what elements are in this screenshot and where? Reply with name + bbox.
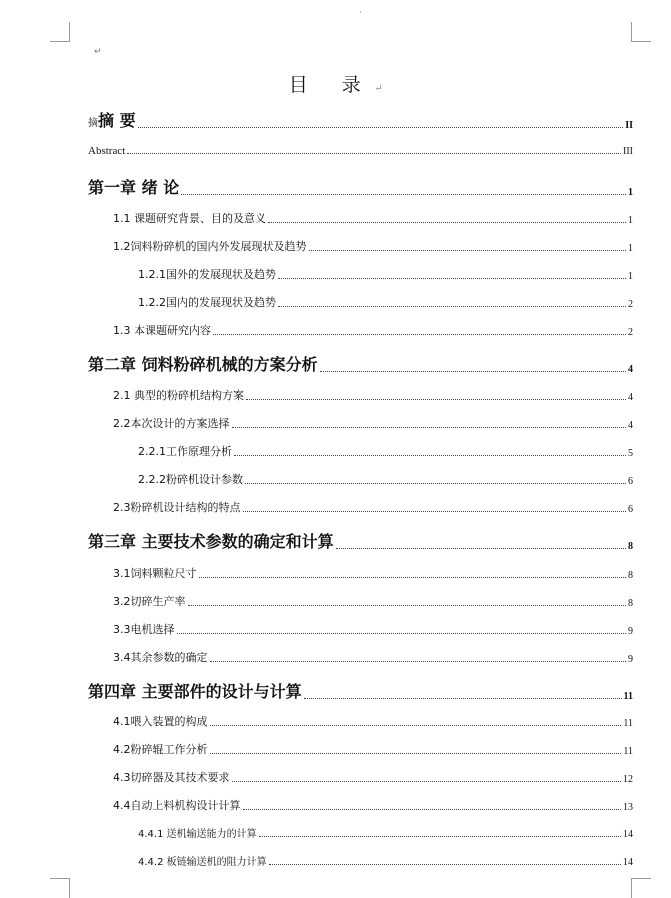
toc-entry-4-3[interactable] (113, 769, 633, 785)
toc-entry-label: 1.1 课题研究背景、目的及意义 (113, 212, 266, 225)
margin-corner-bottom-left (50, 878, 70, 898)
toc-entry-2-2[interactable] (113, 415, 633, 431)
toc-entry-page: 8 (628, 598, 633, 609)
leader-dots (243, 511, 627, 512)
toc-entry-page: 6 (628, 504, 633, 515)
toc-entry-label: 4.4.1 送机输送能力的计算 (138, 829, 257, 840)
leader-dots (268, 222, 626, 223)
toc-entry-4-4-1[interactable] (138, 825, 633, 840)
leader-dots (210, 725, 622, 726)
margin-corner-top-right (631, 22, 651, 42)
toc-entry-label: 3.4其余参数的确定 (113, 651, 208, 664)
toc-entry-page: 9 (628, 654, 633, 665)
paragraph-return-mark: ↵ (94, 47, 102, 57)
toc-entry-1-2-1[interactable] (138, 266, 633, 282)
toc-entry-3-1[interactable] (113, 565, 633, 581)
toc-entry-label: 1.3 本课题研究内容 (113, 324, 211, 337)
toc-entry-label: 第一章 绪 论 (88, 178, 180, 197)
toc-entry-chapter-2[interactable] (88, 352, 633, 375)
toc-entry-page: 8 (628, 570, 633, 581)
toc-entry-label: Abstract (88, 145, 126, 157)
leader-dots (232, 427, 627, 428)
leader-dots (246, 399, 626, 400)
leader-dots (243, 809, 622, 810)
leader-dots (269, 864, 621, 865)
toc-entry-label: 2.2.2粉碎机设计参数 (138, 473, 243, 486)
toc-entry-label: 4.2粉碎辊工作分析 (113, 743, 208, 756)
toc-entry-label: 摘 要 (98, 111, 136, 130)
toc-entry-page: 8 (628, 541, 633, 552)
toc-entry-label: 第四章 主要部件的设计与计算 (88, 682, 302, 701)
toc-entry-2-2-1[interactable] (138, 443, 633, 459)
toc-entry-label: 4.4自动上料机构设计计算 (113, 799, 241, 812)
leader-dots (309, 250, 627, 251)
leader-dots (181, 194, 626, 195)
leader-dots (199, 577, 627, 578)
toc-entry-3-4[interactable] (113, 649, 633, 665)
leader-dots (232, 781, 622, 782)
toc-entry-label: 4.4.2 板链输送机的阻力计算 (138, 857, 267, 868)
toc-entry-page: 1 (628, 271, 633, 282)
toc-entry-page: 4 (628, 364, 633, 375)
toc-entry-label: 1.2.1国外的发展现状及趋势 (138, 268, 276, 281)
leader-dots (320, 371, 626, 372)
toc-entry-page: 14 (623, 829, 633, 840)
toc-entry-page: 4 (628, 420, 633, 431)
toc-entry-page: 13 (623, 802, 633, 813)
leader-dots (278, 278, 626, 279)
toc-entry-page: 2 (628, 299, 633, 310)
toc-entry-3-2[interactable] (113, 593, 633, 609)
leader-dots (210, 753, 622, 754)
toc-entry-page: 1 (628, 187, 633, 198)
toc-entry-label: 第三章 主要技术参数的确定和计算 (88, 532, 334, 551)
toc-entry-page: III (623, 146, 633, 157)
toc-entry-1-3[interactable] (113, 322, 633, 338)
toc-entry-prefix: 摘 (88, 118, 98, 129)
leader-dots (138, 127, 624, 128)
header-mark: ‧ (359, 8, 362, 18)
toc-entry-page: 11 (623, 746, 633, 757)
toc-title (0, 70, 671, 97)
leader-dots (127, 153, 621, 154)
leader-dots (210, 661, 627, 662)
toc-entry-label: 1.2.2国内的发展现状及趋势 (138, 296, 276, 309)
toc-entry-label: 4.3切碎器及其技术要求 (113, 771, 230, 784)
toc-entry-label: 第二章 饲料粉碎机械的方案分析 (88, 355, 318, 374)
toc-entry-4-2[interactable] (113, 741, 633, 757)
toc-entry-2-2-2[interactable] (138, 471, 633, 487)
toc-entry-2-3[interactable] (113, 499, 633, 515)
toc-entry-1-1[interactable] (113, 210, 633, 226)
toc-entry-4-4[interactable] (113, 797, 633, 813)
toc-entry-page: 1 (628, 215, 633, 226)
toc-entry-label: 4.1喂入装置的构成 (113, 715, 208, 728)
toc-entry-page: 2 (628, 327, 633, 338)
toc-entry-chapter-4[interactable] (88, 679, 633, 702)
toc-entry-chapter-3[interactable] (88, 529, 633, 552)
leader-dots (336, 548, 626, 549)
toc-entry-label: 2.2本次设计的方案选择 (113, 417, 230, 430)
toc-entry-2-1[interactable] (113, 387, 633, 403)
leader-dots (188, 605, 627, 606)
toc-entry-4-4-2[interactable] (138, 853, 633, 868)
toc-entry-label: 3.3电机选择 (113, 623, 175, 636)
toc-entry-4-1[interactable] (113, 713, 633, 729)
toc-entry-page: 4 (628, 392, 633, 403)
toc-entry-1-2-2[interactable] (138, 294, 633, 310)
toc-entry-label: 3.1饲料颗粒尺寸 (113, 567, 197, 580)
toc-entry-page: 11 (623, 718, 633, 729)
leader-dots (304, 698, 622, 699)
toc-entry-label: 2.1 典型的粉碎机结构方案 (113, 389, 244, 402)
toc-entry-page: 9 (628, 626, 633, 637)
toc-entry-page: 12 (623, 774, 633, 785)
leader-dots (259, 836, 621, 837)
margin-corner-bottom-right (631, 878, 651, 898)
toc-entry-3-3[interactable] (113, 621, 633, 637)
toc-entry-abstract-cn[interactable] (88, 108, 633, 131)
toc-entry-label: 3.2切碎生产率 (113, 595, 186, 608)
toc-entry-1-2[interactable] (113, 238, 633, 254)
title-return-mark: ↵ (374, 84, 383, 94)
margin-corner-top-left (50, 22, 70, 42)
toc-entry-label: 2.3粉碎机设计结构的特点 (113, 501, 241, 514)
toc-entry-label: 1.2饲料粉碎机的国内外发展现状及趋势 (113, 240, 307, 253)
toc-entry-chapter-1[interactable] (88, 175, 633, 198)
toc-entry-label: 2.2.1工作原理分析 (138, 445, 232, 458)
toc-entry-page: 5 (628, 448, 633, 459)
toc-entry-page: II (625, 120, 633, 131)
leader-dots (234, 455, 626, 456)
leader-dots (245, 483, 626, 484)
toc-entry-abstract-en[interactable] (88, 145, 633, 157)
toc-entry-page: 11 (623, 691, 633, 702)
leader-dots (278, 306, 626, 307)
toc-entry-page: 6 (628, 476, 633, 487)
leader-dots (177, 633, 627, 634)
leader-dots (213, 334, 626, 335)
toc-entry-page: 14 (623, 857, 633, 868)
toc-title-text: 目 录 (288, 74, 375, 96)
toc-entry-page: 1 (628, 243, 633, 254)
